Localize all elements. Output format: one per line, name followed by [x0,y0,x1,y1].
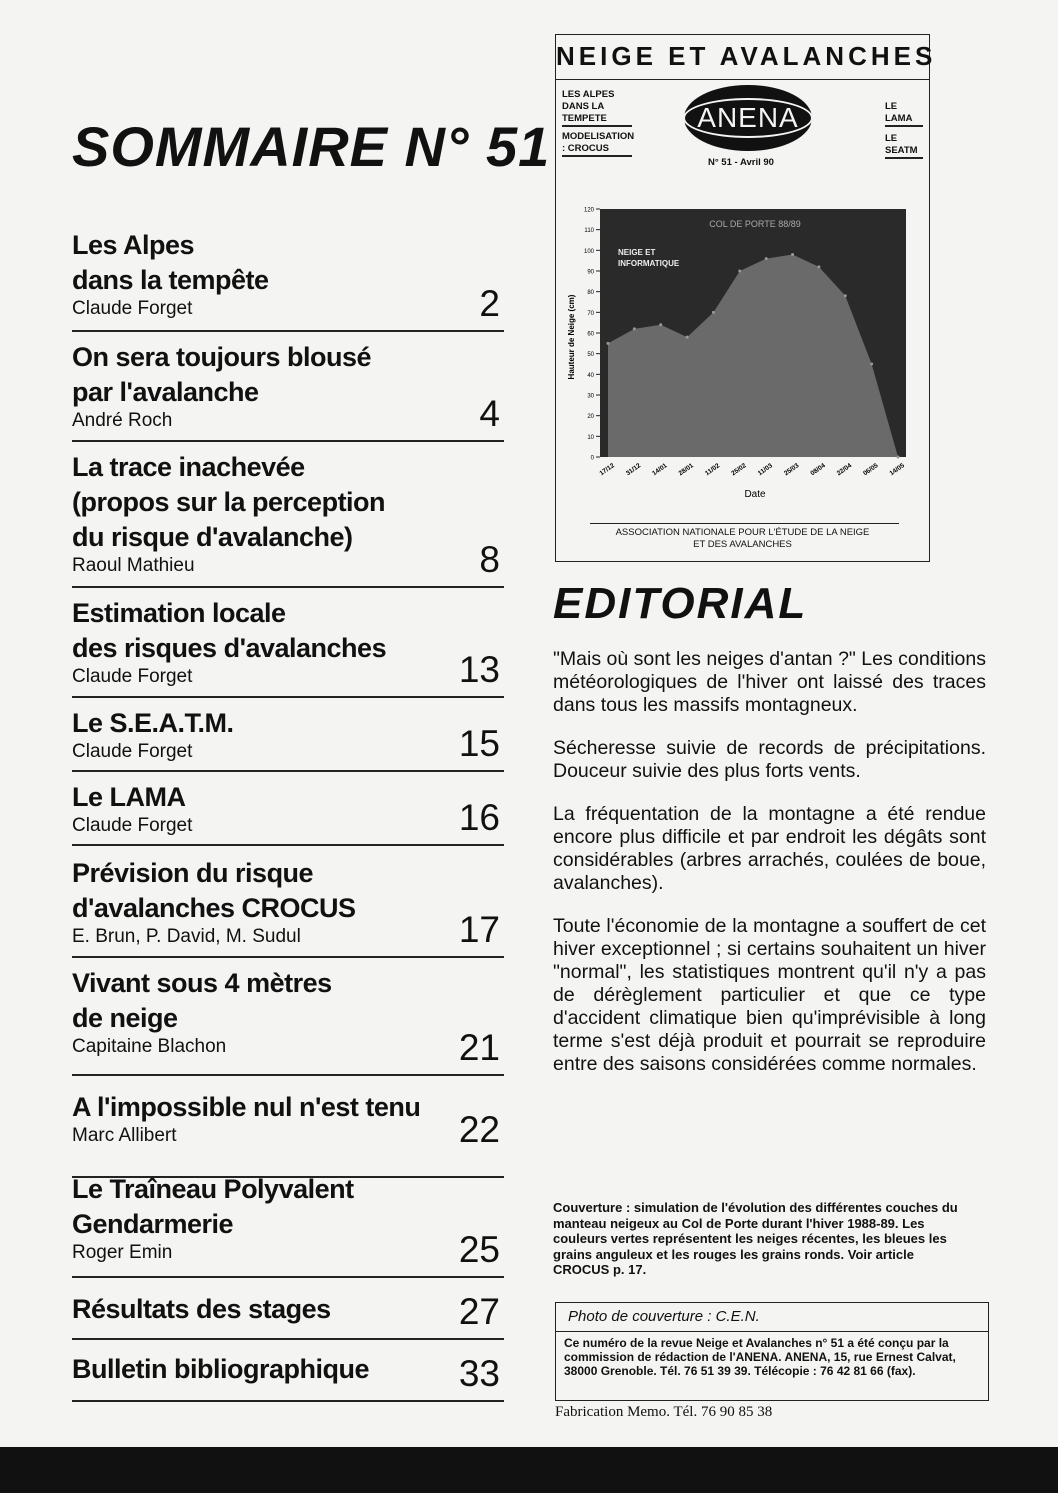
toc-entry[interactable] [72,450,504,588]
data-point [870,363,873,366]
toc-entry-title: Estimation locale [72,598,286,628]
toc-entry-title: Le S.E.A.T.M. [72,708,234,738]
y-tick-label: 110 [584,228,594,235]
data-point [765,257,768,260]
data-point [607,342,610,345]
toc-entry[interactable] [72,228,504,332]
toc-entry-page: 15 [458,723,500,764]
toc-entry-title: Résultats des stages [72,1294,331,1324]
toc-entry-page: 21 [458,1027,500,1068]
editorial-title: EDITORIAL [553,579,808,628]
x-tick-label: 14/01 [651,462,669,478]
fabrication-credit: Fabrication Memo. Tél. 76 90 85 38 [555,1404,773,1420]
toc-entry-title: On sera toujours blousé [72,342,372,372]
editorial-paragraph: "Mais où sont les neiges d'antan ?" Les conditions météorologiques de l'hiver ont laissé des traces dans tous les massifs montagneux. [553,648,986,716]
toc-entry-author: Raoul Mathieu [72,555,195,576]
x-tick-label: 14/05 [888,462,906,478]
x-tick-label: 28/01 [677,462,695,478]
y-tick-label: 80 [587,290,594,297]
toc-entry-page: 27 [458,1291,500,1332]
cover-association [556,527,929,551]
toc-entry-title: de neige [72,1003,178,1033]
data-point [817,265,820,268]
colophon-text: Ce numéro de la revue Neige et Avalanches n° 51 a été conçu par la commission de rédaction de l'ANENA. ANENA, 15, rue Ernest Calvat, 38000 Grenoble. Tél. 76 51 39 39. Télécopie : 76 42 81 66 (fax). [564,1336,956,1378]
toc-entry[interactable] [72,1172,504,1278]
toc-entry-title: Vivant sous 4 mètres [72,968,332,998]
toc-entry-author: Claude Forget [72,815,193,836]
toc-entry-author: Roger Emin [72,1242,173,1263]
toc-entry-page: 4 [479,393,500,434]
y-tick-label: 10 [587,434,594,441]
y-tick-label: 70 [587,310,594,317]
y-tick-label: 20 [587,414,594,421]
toc-entry-page: 25 [458,1229,500,1270]
toc-entry[interactable] [72,856,504,958]
cover-issue: N° 51 - Avril 90 [708,157,774,168]
scan-border [0,1447,1058,1493]
y-tick-label: 90 [587,269,594,276]
cover-caption: Couverture : simulation de l'évolution des différentes couches du manteau neigeux au Col de Porte durant l'hiver 1988-89. Les couleurs vertes représentent les neiges récentes, les bleues les grains anguleux et les rouges les grains ronds. Voir article CROCUS p. 17. [553,1200,958,1277]
x-tick-label: 17/12 [598,462,616,478]
association-line: ET DES AVALANCHES [693,539,792,550]
toc-entry-page: 33 [458,1353,500,1394]
toc-entry-author: Claude Forget [72,298,193,319]
editorial-paragraph: La fréquentation de la montagne a été rendue encore plus difficile et par endroit les dégâts sont considérables (arbres arrachés, coulées de boue, avalanches). [553,803,986,894]
cover-item: MODELISATION : CROCUS [562,131,632,157]
y-tick-label: 60 [587,331,594,338]
toc-entry-author: E. Brun, P. David, M. Sudul [72,926,301,947]
toc-entry-author: André Roch [72,410,173,431]
cover-item: LES ALPES DANS LA TEMPETE [562,89,632,127]
toc-entry-page: 13 [458,649,500,690]
data-point [686,336,689,339]
x-tick-label: 31/12 [624,462,643,478]
data-point [712,311,715,314]
photo-credit: Photo de couverture : C.E.N. [568,1308,760,1325]
colophon-box [555,1330,989,1401]
toc-entry[interactable] [72,780,504,846]
x-tick-label: 25/02 [730,462,748,478]
data-point [738,270,741,273]
toc-entry-title: Le LAMA [72,782,186,812]
x-tick-label: 22/04 [835,462,854,478]
toc-entry-title: (propos sur la perception [72,487,386,517]
association-line: ASSOCIATION NATIONALE POUR L'ÉTUDE DE LA NEIGE [615,527,870,538]
cover-divider [556,79,929,80]
toc-entry[interactable] [72,966,504,1076]
y-tick-label: 120 [583,207,594,214]
toc-entry-title: du risque d'avalanche) [72,522,353,552]
data-point [844,294,847,297]
chart-overlay-label: INFORMATIQUE [618,259,680,268]
data-point [791,253,794,256]
toc-entry-title: d'avalanches CROCUS [72,893,356,923]
toc-entry-author: Claude Forget [72,741,193,762]
editorial-paragraph: Sécheresse suivie de records de précipitations. Douceur suivie des plus forts vents. [553,737,986,782]
toc-entry[interactable] [72,340,504,442]
data-point [659,323,662,326]
toc-entry-author: Claude Forget [72,666,193,687]
toc-entry-page: 16 [458,797,500,838]
x-tick-label: 25/03 [783,462,801,478]
editorial-body [553,648,986,1096]
data-point [897,456,900,459]
toc-entry-title: Gendarmerie [72,1209,234,1239]
toc-entry-title: dans la tempête [72,265,269,295]
chart-overlay-label: NEIGE ET [618,248,656,257]
y-tick-label: 0 [590,455,594,462]
data-point [633,327,636,330]
toc-entry-author: Marc Allibert [72,1125,177,1146]
toc-entry-author: Capitaine Blachon [72,1036,227,1057]
editorial-paragraph: Toute l'économie de la montagne a souffert de cet hiver exceptionnel ; si certains souhaitent un hiver "normal", les statistiques montrent qu'il n'y a pas de dérèglement particulier et que ce type d'accident climatique bien qu'imprévisible à long terme s'est déjà produit et pourrait se reproduire entre des saisons considérées comme normales. [553,915,986,1075]
toc-entry-title: A l'impossible nul n'est tenu [72,1092,421,1122]
y-tick-label: 40 [587,372,594,379]
logo-text: ANENA [683,98,812,138]
x-tick-label: 11/03 [756,462,774,478]
cover-item: LE SEATM [885,133,923,159]
toc-entry-title: La trace inachevée [72,452,305,482]
cover-item: LE LAMA [885,101,923,127]
toc-entry-page: 8 [479,539,500,580]
y-tick-label: 30 [587,393,594,400]
photo-credit-box [555,1302,989,1332]
y-tick-label: 100 [583,248,594,255]
cover-left-items [562,89,635,161]
sommaire-title: SOMMAIRE N° 51 [72,115,551,178]
toc-entry[interactable] [72,596,504,698]
cover-title: NEIGE ET AVALANCHES [556,41,937,71]
toc-entry-page: 2 [479,283,500,324]
toc-entry-title: Bulletin bibliographique [72,1354,369,1384]
toc-entry-title: Le Traîneau Polyvalent [72,1174,354,1204]
cover-thumbnail [555,34,937,562]
toc-entry-title: par l'avalanche [72,377,259,407]
toc-entry-title: des risques d'avalanches [72,633,387,663]
anena-logo-icon [684,85,812,151]
cover-right-items [885,101,923,165]
snow-depth-chart [560,197,926,507]
toc-entry[interactable] [72,1086,504,1178]
toc-entry[interactable] [72,1292,504,1340]
toc-entry-page: 22 [458,1109,500,1150]
x-tick-label: 08/04 [809,462,827,478]
x-tick-label: 06/05 [862,462,880,478]
y-tick-label: 50 [587,352,594,359]
toc-entry-title: Prévision du risque [72,858,314,888]
cover-foot-divider [590,523,899,524]
chart-ylabel: Hauteur de Neige (cm) [567,294,576,380]
toc-entry-title: Les Alpes [72,230,195,260]
chart-xlabel: Date [744,489,766,500]
toc-entry[interactable] [72,706,504,772]
toc-entry[interactable] [72,1352,504,1402]
toc-entry-page: 17 [458,909,500,950]
chart-title: COL DE PORTE 88/89 [709,219,801,229]
x-tick-label: 11/02 [704,462,722,478]
